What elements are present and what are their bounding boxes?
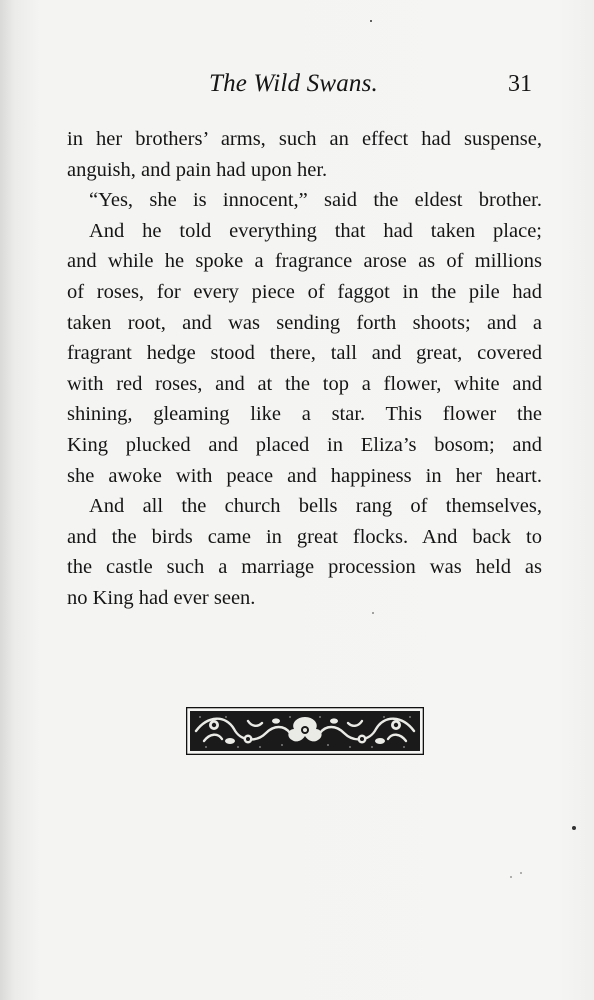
page-number: 31 bbox=[508, 71, 532, 97]
text-line: anguish, and pain had upon her. bbox=[67, 158, 328, 181]
text-line: she awoke with peace and happiness in her heart. bbox=[67, 464, 542, 487]
text-line: shining, gleaming like a star. This flower the bbox=[67, 403, 542, 426]
running-title: The Wild Swans. bbox=[209, 70, 378, 97]
text-line: in her brothers’ arms, such an effect had suspense, bbox=[67, 128, 542, 150]
text-line: no King had ever seen. bbox=[67, 586, 256, 609]
floral-ornament-icon bbox=[186, 707, 424, 755]
running-head bbox=[0, 70, 594, 104]
text-line: of roses, for every piece of faggot in the pile had bbox=[67, 280, 542, 303]
text-line: King plucked and placed in Eliza’s bosom; and bbox=[67, 433, 542, 456]
print-speck bbox=[520, 872, 522, 874]
print-speck bbox=[572, 826, 576, 830]
text-line: And he told everything that had taken place; bbox=[89, 219, 542, 242]
body-text bbox=[67, 124, 542, 614]
text-line: “Yes, she is innocent,” said the eldest brother. bbox=[89, 189, 542, 212]
print-speck bbox=[510, 876, 512, 878]
text-line: taken root, and was sending forth shoots; and a bbox=[67, 311, 542, 334]
text-line: the castle such a marriage procession was held as bbox=[67, 556, 542, 579]
text-line: And all the church bells rang of themselves, bbox=[89, 495, 542, 518]
text-line: with red roses, and at the top a flower, white and bbox=[67, 372, 542, 395]
text-line: and while he spoke a fragrance arose as of millions bbox=[67, 250, 542, 273]
text-line: and the birds came in great flocks. And back to bbox=[67, 525, 542, 548]
text-line: fragrant hedge stood there, tall and great, covered bbox=[67, 342, 542, 365]
print-speck bbox=[370, 20, 372, 22]
print-speck bbox=[372, 612, 374, 614]
